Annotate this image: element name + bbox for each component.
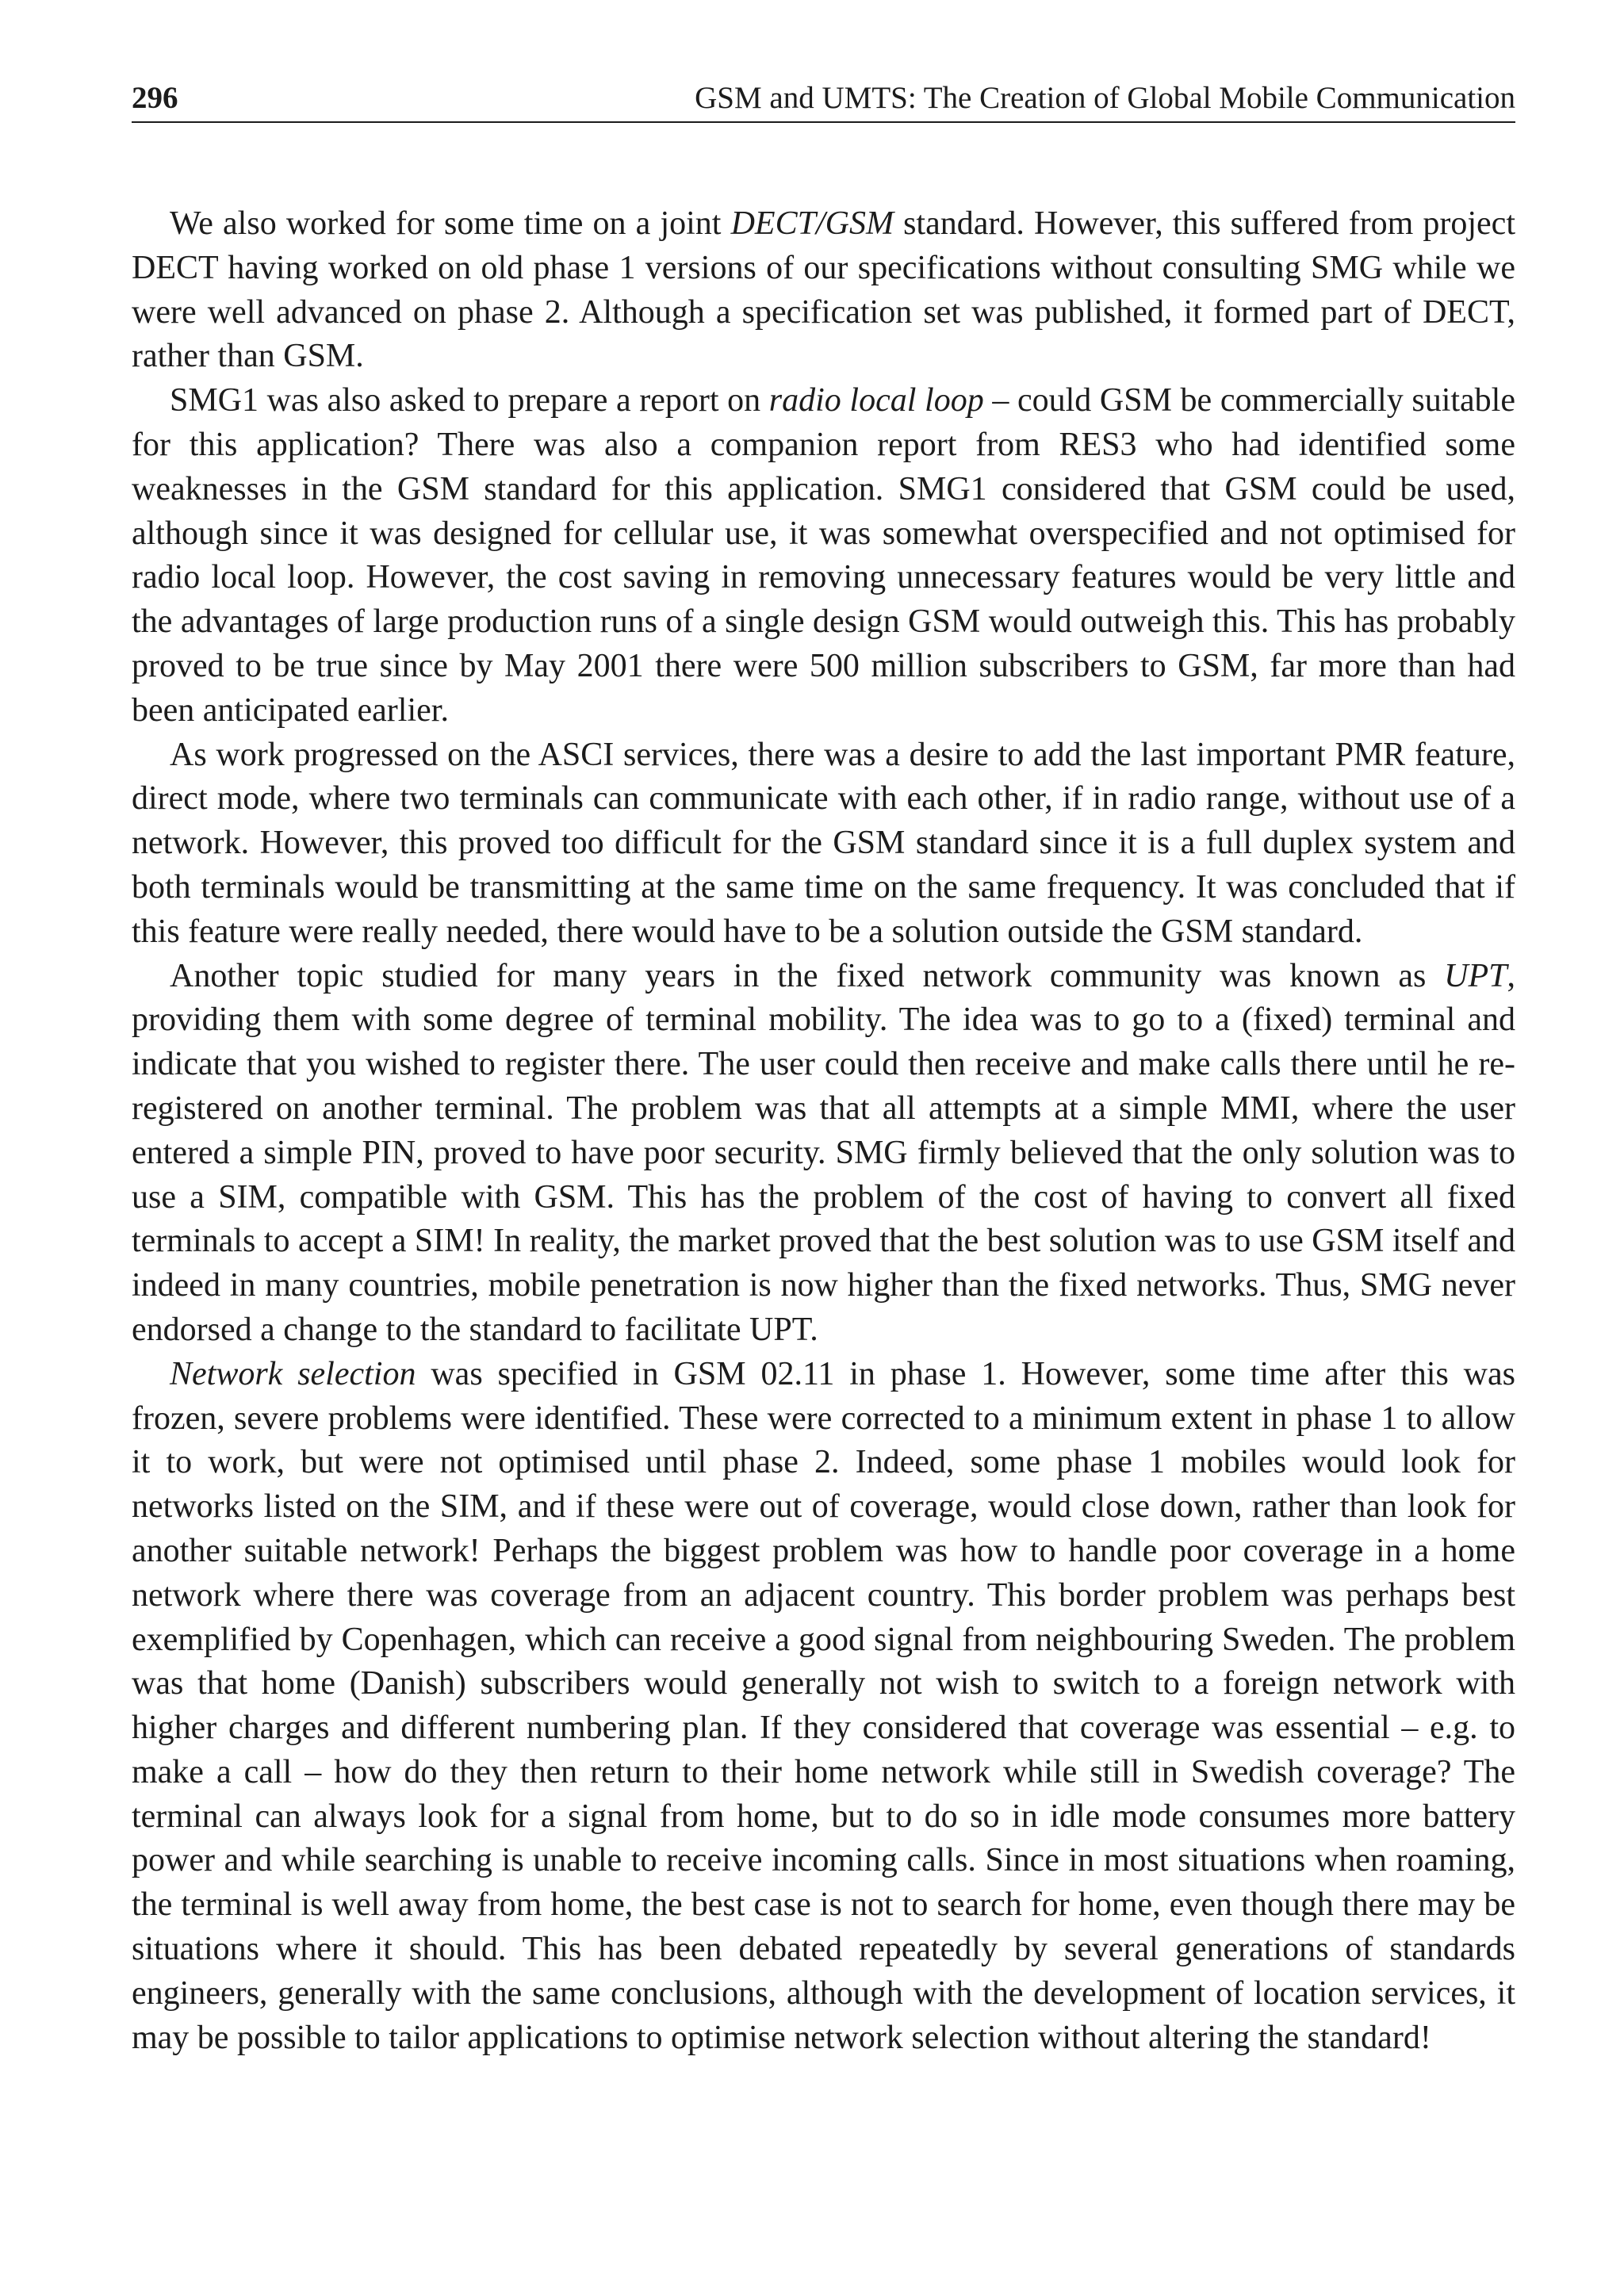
book-page [132, 79, 1515, 2060]
body-text [132, 202, 1515, 2060]
paragraph-dect-gsm: We also worked for some time on a joint DECT/GSM standard. However, this suffered from project DECT having worked on old phase 1 versions of our specifications without consulting SMG while we were well advanced on phase 2. Although a specification set was published, it formed part of DECT, rather than GSM. [132, 205, 1515, 375]
paragraph-network-selection: Network selection was specified in GSM 02.11 in phase 1. However, some time after this was frozen, severe problems were identified. These were corrected to a minimum extent in phase 1 to allow it to work, but were not optimised until phase 2. Indeed, some phase 1 mobiles would look for networks listed on the SIM, and if these were out of coverage, would close down, rather than look for another suitable network! Perhaps the biggest problem was how to handle poor coverage in a home network where there was coverage from an adjacent country. This border problem was perhaps best exemplified by Copenhagen, which can receive a good signal from neighbouring Sweden. The problem was that home (Danish) subscribers would generally not wish to switch to a foreign network with higher charges and different numbering plan. If they considered that coverage was essential – e.g. to make a call – how do they then return to their home network while still in Swedish coverage? The terminal can always look for a signal from home, but to do so in idle mode consumes more battery power and while searching is unable to receive incoming calls. Since in most situations when roaming, the terminal is well away from home, the best case is not to search for home, even though there may be situations where it should. This has been debated repeatedly by several generations of standards engineers, generally with the same conclusions, although with the development of location services, it may be possible to tailor applications to optimise network selection without altering the standard! [132, 1355, 1515, 2056]
running-header [132, 79, 1515, 123]
paragraph-radio-local-loop: SMG1 was also asked to prepare a report on radio local loop – could GSM be commercially suitable for this application? There was also a companion report from RES3 who had identified some weaknesses in the GSM standard for this application. SMG1 considered that GSM could be used, although since it was designed for cellular use, it was somewhat overspecified and not optimised for radio local loop. However, the cost saving in removing unnecessary features would be very little and the advantages of large production runs of a single design GSM would outweigh this. This has probably proved to be true since by May 2001 there were 500 million subscribers to GSM, far more than had been anticipated earlier. [132, 382, 1515, 729]
paragraph-asci-direct-mode: As work progressed on the ASCI services, there was a desire to add the last important PMR feature, direct mode, where two terminals can communicate with each other, if in radio range, without use of a network. However, this proved too difficult for the GSM standard since it is a full duplex system and both terminals would be transmitting at the same time on the same frequency. It was concluded that if this feature were really needed, there would have to be a solution outside the GSM standard. [132, 736, 1515, 950]
page-number: 296 [132, 81, 178, 115]
running-title: GSM and UMTS: The Creation of Global Mobile Communication [695, 81, 1515, 115]
paragraph-upt: Another topic studied for many years in the fixed network community was known as UPT, providing them with some degree of terminal mobility. The idea was to go to a (fixed) terminal and indicate that you wished to register there. The user could then receive and make calls there until he re-registered on another terminal. The problem was that all attempts at a simple MMI, where the user entered a simple PIN, proved to have poor security. SMG firmly believed that the only solution was to use a SIM, compatible with GSM. This has the problem of the cost of having to convert all fixed terminals to accept a SIM! In reality, the market proved that the best solution was to use GSM itself and indeed in many countries, mobile penetration is now higher than the fixed networks. Thus, SMG never endorsed a change to the standard to facilitate UPT. [132, 957, 1515, 1348]
